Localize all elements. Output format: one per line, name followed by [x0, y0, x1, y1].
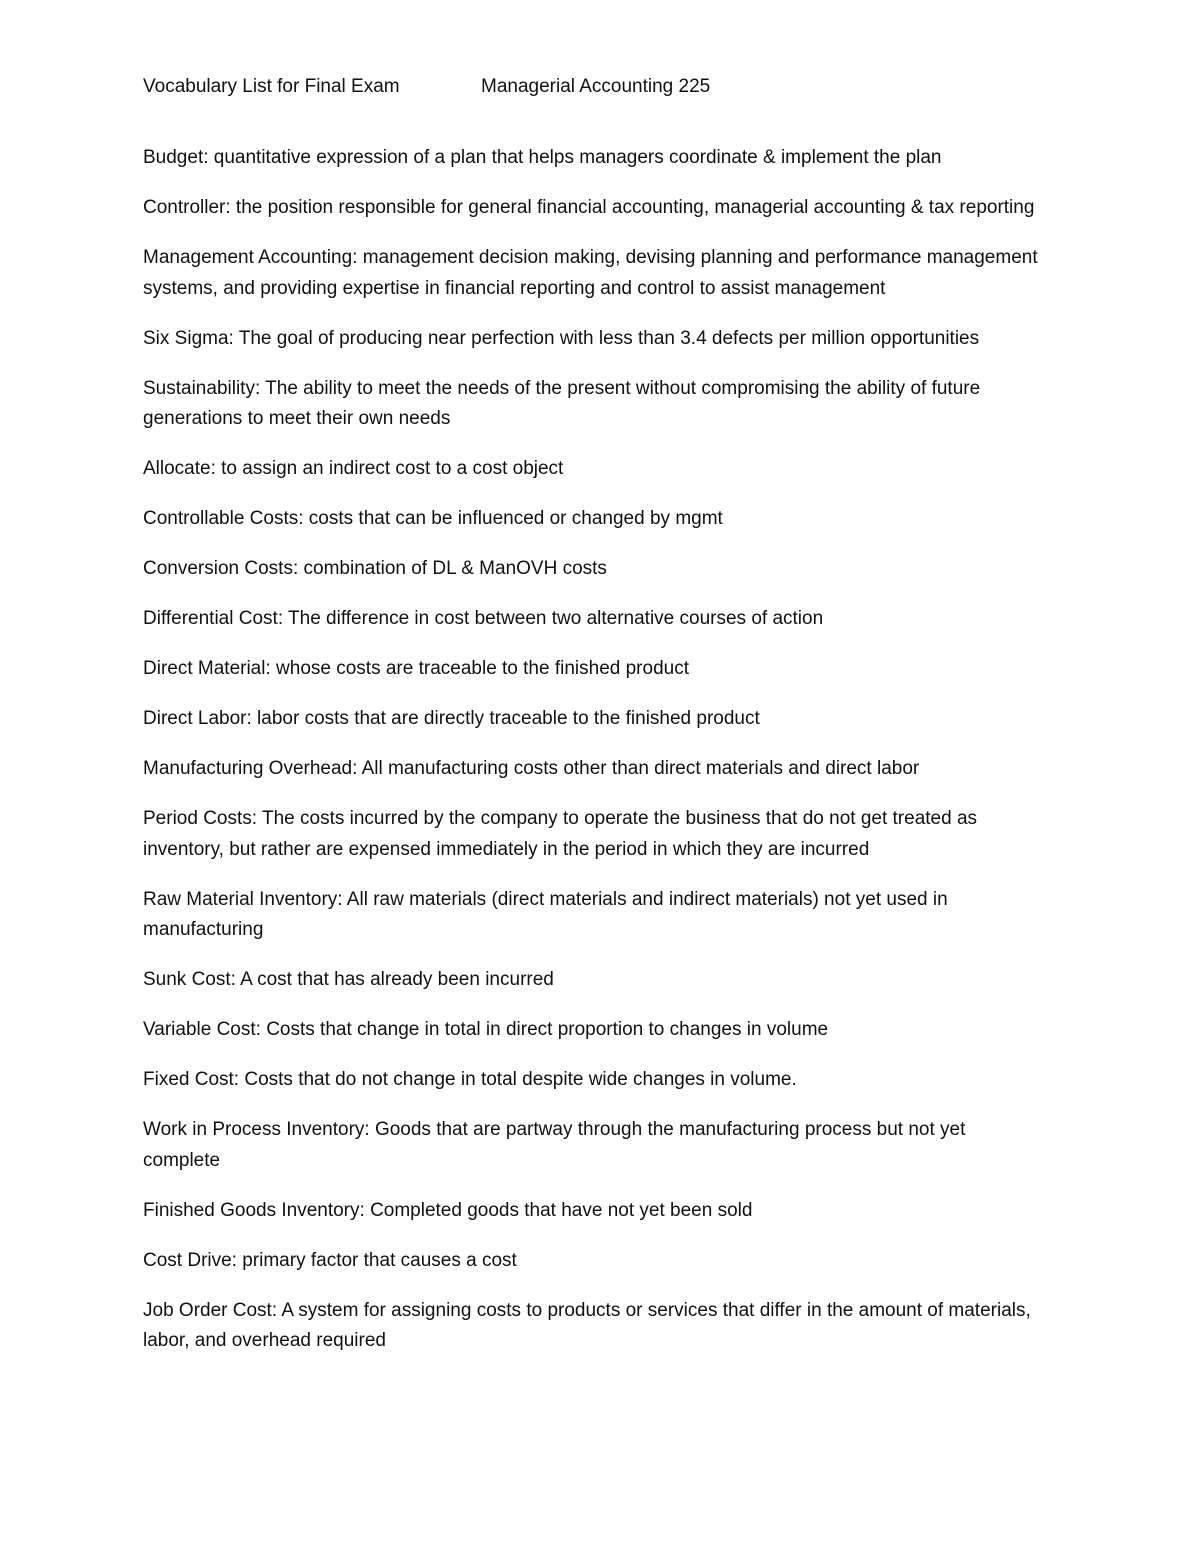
page-header	[143, 74, 1063, 100]
vocabulary-term: Variable Cost: Costs that change in total in direct proportion to changes in volume	[143, 1019, 829, 1040]
vocabulary-term: Fixed Cost: Costs that do not change in total despite wide changes in volume.	[143, 1069, 797, 1090]
vocabulary-term: Budget: quantitative expression of a plan that helps managers coordinate & implement the plan	[143, 147, 942, 168]
course-title: Managerial Accounting 225	[481, 76, 711, 97]
vocabulary-term: Raw Material Inventory: All raw materials (direct materials and indirect materials) not yet used in manufacturing	[143, 888, 948, 940]
vocabulary-term: Controllable Costs: costs that can be influenced or changed by mgmt	[143, 508, 723, 529]
vocabulary-term: Differential Cost: The difference in cost between two alternative courses of action	[143, 608, 824, 629]
vocabulary-term: Allocate: to assign an indirect cost to a cost object	[143, 458, 564, 479]
vocabulary-term: Six Sigma: The goal of producing near perfection with less than 3.4 defects per million opportunities	[143, 327, 980, 349]
document-title: Vocabulary List for Final Exam	[143, 76, 400, 97]
vocabulary-term: Period Costs: The costs incurred by the company to operate the business that do not get treated as inventory, but rather are expensed immediately in the period in which they are incurred	[143, 808, 978, 860]
vocabulary-term: Direct Labor: labor costs that are directly traceable to the finished product	[143, 708, 760, 729]
vocabulary-term: Management Accounting: management decision making, devising planning and performance management systems, and providing expertise in financial reporting and control to assist management	[143, 247, 1038, 299]
vocabulary-term: Cost Drive: primary factor that causes a cost	[143, 1249, 517, 1271]
vocabulary-term: Controller: the position responsible for general financial accounting, managerial accounting & tax reporting	[143, 197, 1035, 218]
vocabulary-term: Sunk Cost: A cost that has already been incurred	[143, 969, 554, 990]
vocabulary-list	[143, 143, 1043, 1376]
vocabulary-term: Manufacturing Overhead: All manufacturing costs other than direct materials and direct labor	[143, 758, 920, 779]
vocabulary-term: Sustainability: The ability to meet the needs of the present without compromising the ability of future generations to meet their own needs	[143, 377, 981, 429]
vocabulary-term: Direct Material: whose costs are traceable to the finished product	[143, 658, 689, 679]
vocabulary-term: Work in Process Inventory: Goods that are partway through the manufacturing process but not yet complete	[143, 1119, 966, 1171]
vocabulary-term: Job Order Cost: A system for assigning costs to products or services that differ in the amount of materials, labor, and overhead required	[143, 1299, 1031, 1351]
vocabulary-term: Conversion Costs: combination of DL & ManOVH costs	[143, 558, 607, 579]
vocabulary-term: Finished Goods Inventory: Completed goods that have not yet been sold	[143, 1199, 753, 1221]
